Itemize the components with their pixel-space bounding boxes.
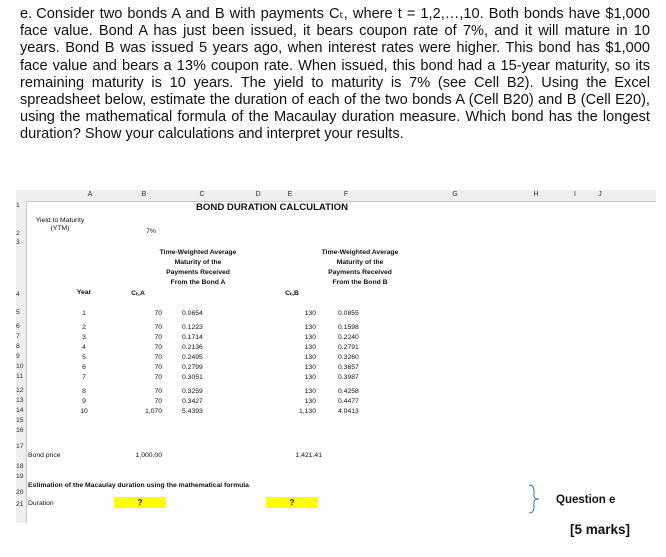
row-number: 11 [16,373,24,380]
header-twa-bond-a[interactable]: Time-Weighted Average Maturity of the Payments Received From the Bond A [159,249,237,286]
question-text [20,6,650,144]
col-header-b: B [141,191,147,198]
row-number: 1 [16,202,20,209]
cash-flow-b-cell[interactable]: 130 [304,310,316,317]
cash-flow-b-cell[interactable]: 130 [304,398,316,405]
col-header-d: D [255,191,261,198]
weighted-b-cell[interactable]: 0.4477 [338,398,359,405]
weighted-b-cell[interactable]: 0.3260 [338,354,359,361]
cash-flow-a-cell[interactable]: 70 [154,374,162,381]
weighted-b-cell[interactable]: 0.1598 [338,324,359,331]
estimation-label[interactable]: Estimation of the Macaulay duration using the mathematical formula [28,482,249,489]
cash-flow-a-cell[interactable]: 70 [154,324,162,331]
col-header-i: I [574,191,576,198]
weighted-a-cell[interactable]: 0.2799 [182,364,203,371]
brace-icon [528,484,540,514]
year-cell[interactable]: 10 [80,408,88,415]
column-header-bar [16,190,656,202]
ytm-value[interactable]: 7% [146,228,156,235]
year-cell[interactable]: 9 [82,398,86,405]
duration-bond-a-cell[interactable]: ? [114,497,166,508]
weighted-a-cell[interactable]: 0.1714 [182,334,203,341]
year-cell[interactable]: 8 [82,388,86,395]
col-header-e: E [287,191,293,198]
cash-flow-b-cell[interactable]: 130 [304,324,316,331]
weighted-b-cell[interactable]: 0.3987 [338,374,359,381]
row-number: 3 [16,239,20,246]
year-cell[interactable]: 4 [82,344,86,351]
weighted-a-cell[interactable]: 0.2495 [182,354,203,361]
cash-flow-b-cell[interactable]: 1,130 [298,408,316,415]
col-header-g: G [452,191,458,198]
year-cell[interactable]: 5 [82,354,86,361]
cash-flow-a-cell[interactable]: 70 [154,354,162,361]
cash-flow-a-cell[interactable]: 70 [154,364,162,371]
marks-label: [5 marks] [570,522,631,537]
cash-flow-b-cell[interactable]: 130 [304,388,316,395]
weighted-a-cell[interactable]: 5.4393 [182,408,203,415]
row-number: 15 [16,417,24,424]
question-label: e. [20,6,33,22]
row-number: 21 [16,501,24,508]
weighted-b-cell[interactable]: 0.2791 [338,344,359,351]
row-number: 6 [16,323,20,330]
row-number: 9 [16,353,20,360]
col-header-h: H [533,191,539,198]
row-number: 13 [16,397,24,404]
weighted-b-cell[interactable]: 0.0855 [338,310,359,317]
header-cash-flow-b[interactable]: Cₜ,B [285,290,299,297]
row-number: 7 [16,333,20,340]
cash-flow-a-cell[interactable]: 70 [154,388,162,395]
weighted-b-cell[interactable]: 0.2240 [338,334,359,341]
cash-flow-a-cell[interactable]: 70 [154,310,162,317]
bond-price-a[interactable]: 1,000.00 [135,452,162,459]
cash-flow-b-cell[interactable]: 130 [304,364,316,371]
question-reference: Question e [556,494,616,506]
row-number: 2 [16,230,20,237]
cash-flow-a-cell[interactable]: 1,070 [144,408,162,415]
row-number: 19 [16,473,24,480]
cash-flow-a-cell[interactable]: 70 [154,398,162,405]
year-cell[interactable]: 7 [82,374,86,381]
row-number: 17 [16,443,24,450]
bond-price-label[interactable]: Bond price [28,452,61,459]
cash-flow-a-cell[interactable]: 70 [154,344,162,351]
row-number: 20 [16,489,24,496]
row-header-bar [16,201,27,523]
header-twa-bond-b[interactable]: Time-Weighted Average Maturity of the Payments Received From the Bond B [321,249,399,286]
weighted-b-cell[interactable]: 4.0413 [338,408,359,415]
row-number: 16 [16,427,24,434]
header-year[interactable]: Year [76,289,92,296]
year-cell[interactable]: 6 [82,364,86,371]
row-number: 8 [16,343,20,350]
cash-flow-b-cell[interactable]: 130 [304,354,316,361]
cash-flow-b-cell[interactable]: 130 [304,344,316,351]
weighted-b-cell[interactable]: 0.3657 [338,364,359,371]
bond-price-b[interactable]: 1,421.41 [295,452,322,459]
weighted-b-cell[interactable]: 0.4258 [338,388,359,395]
question-body: Consider two bonds A and B with payments Cₜ, where t = 1,2,…,10. Both bonds have $1,000 face value. Bond A has just been issued, it bears coupon rate of 7%, and it will mature in 10 years. Bond B was issued 5 years ago, when interest rates were higher. This bond has $1,000 face value and bears a 13% coupon rate. When issued, this bond had a 15-year maturity, so its remaining maturity is 10 years. The yield to maturity is 7% (see Cell B2). Using the Excel spreadsheet below, estimate the duration of each of the two bonds A (Cell B20) and B (Cell E20), using the mathematical formula of the Macaulay duration measure. Which bond has the longest duration? Show your calculations and interpret your results. [20,6,650,143]
row-number: 5 [16,309,20,316]
row-number: 14 [16,407,24,414]
row-number: 10 [16,363,24,370]
year-cell[interactable]: 3 [82,334,86,341]
weighted-a-cell[interactable]: 0.0654 [182,310,203,317]
year-cell[interactable]: 1 [82,310,86,317]
weighted-a-cell[interactable]: 0.3427 [182,398,203,405]
cash-flow-b-cell[interactable]: 130 [304,334,316,341]
sheet-title[interactable]: BOND DURATION CALCULATION [196,202,349,213]
cash-flow-b-cell[interactable]: 130 [304,374,316,381]
weighted-a-cell[interactable]: 0.1223 [182,324,203,331]
year-cell[interactable]: 2 [82,324,86,331]
duration-label[interactable]: Duration [28,500,54,507]
col-header-j: J [598,191,602,198]
select-all-corner[interactable] [16,190,26,201]
ytm-label[interactable]: Yield to Maturity (YTM) [35,217,85,232]
weighted-a-cell[interactable]: 0.2136 [182,344,203,351]
spreadsheet [16,190,656,526]
row-number: 18 [16,463,24,470]
header-cash-flow-a[interactable]: Cₜ,A [131,290,145,297]
duration-bond-b-cell[interactable]: ? [266,497,318,508]
col-header-c: C [199,191,205,198]
row-number: 4 [16,291,20,298]
col-header-a: A [87,191,93,198]
weighted-a-cell[interactable]: 0.3259 [182,388,203,395]
row-number: 12 [16,387,24,394]
weighted-a-cell[interactable]: 0.3051 [182,374,203,381]
cash-flow-a-cell[interactable]: 70 [154,334,162,341]
col-header-f: F [343,191,349,198]
